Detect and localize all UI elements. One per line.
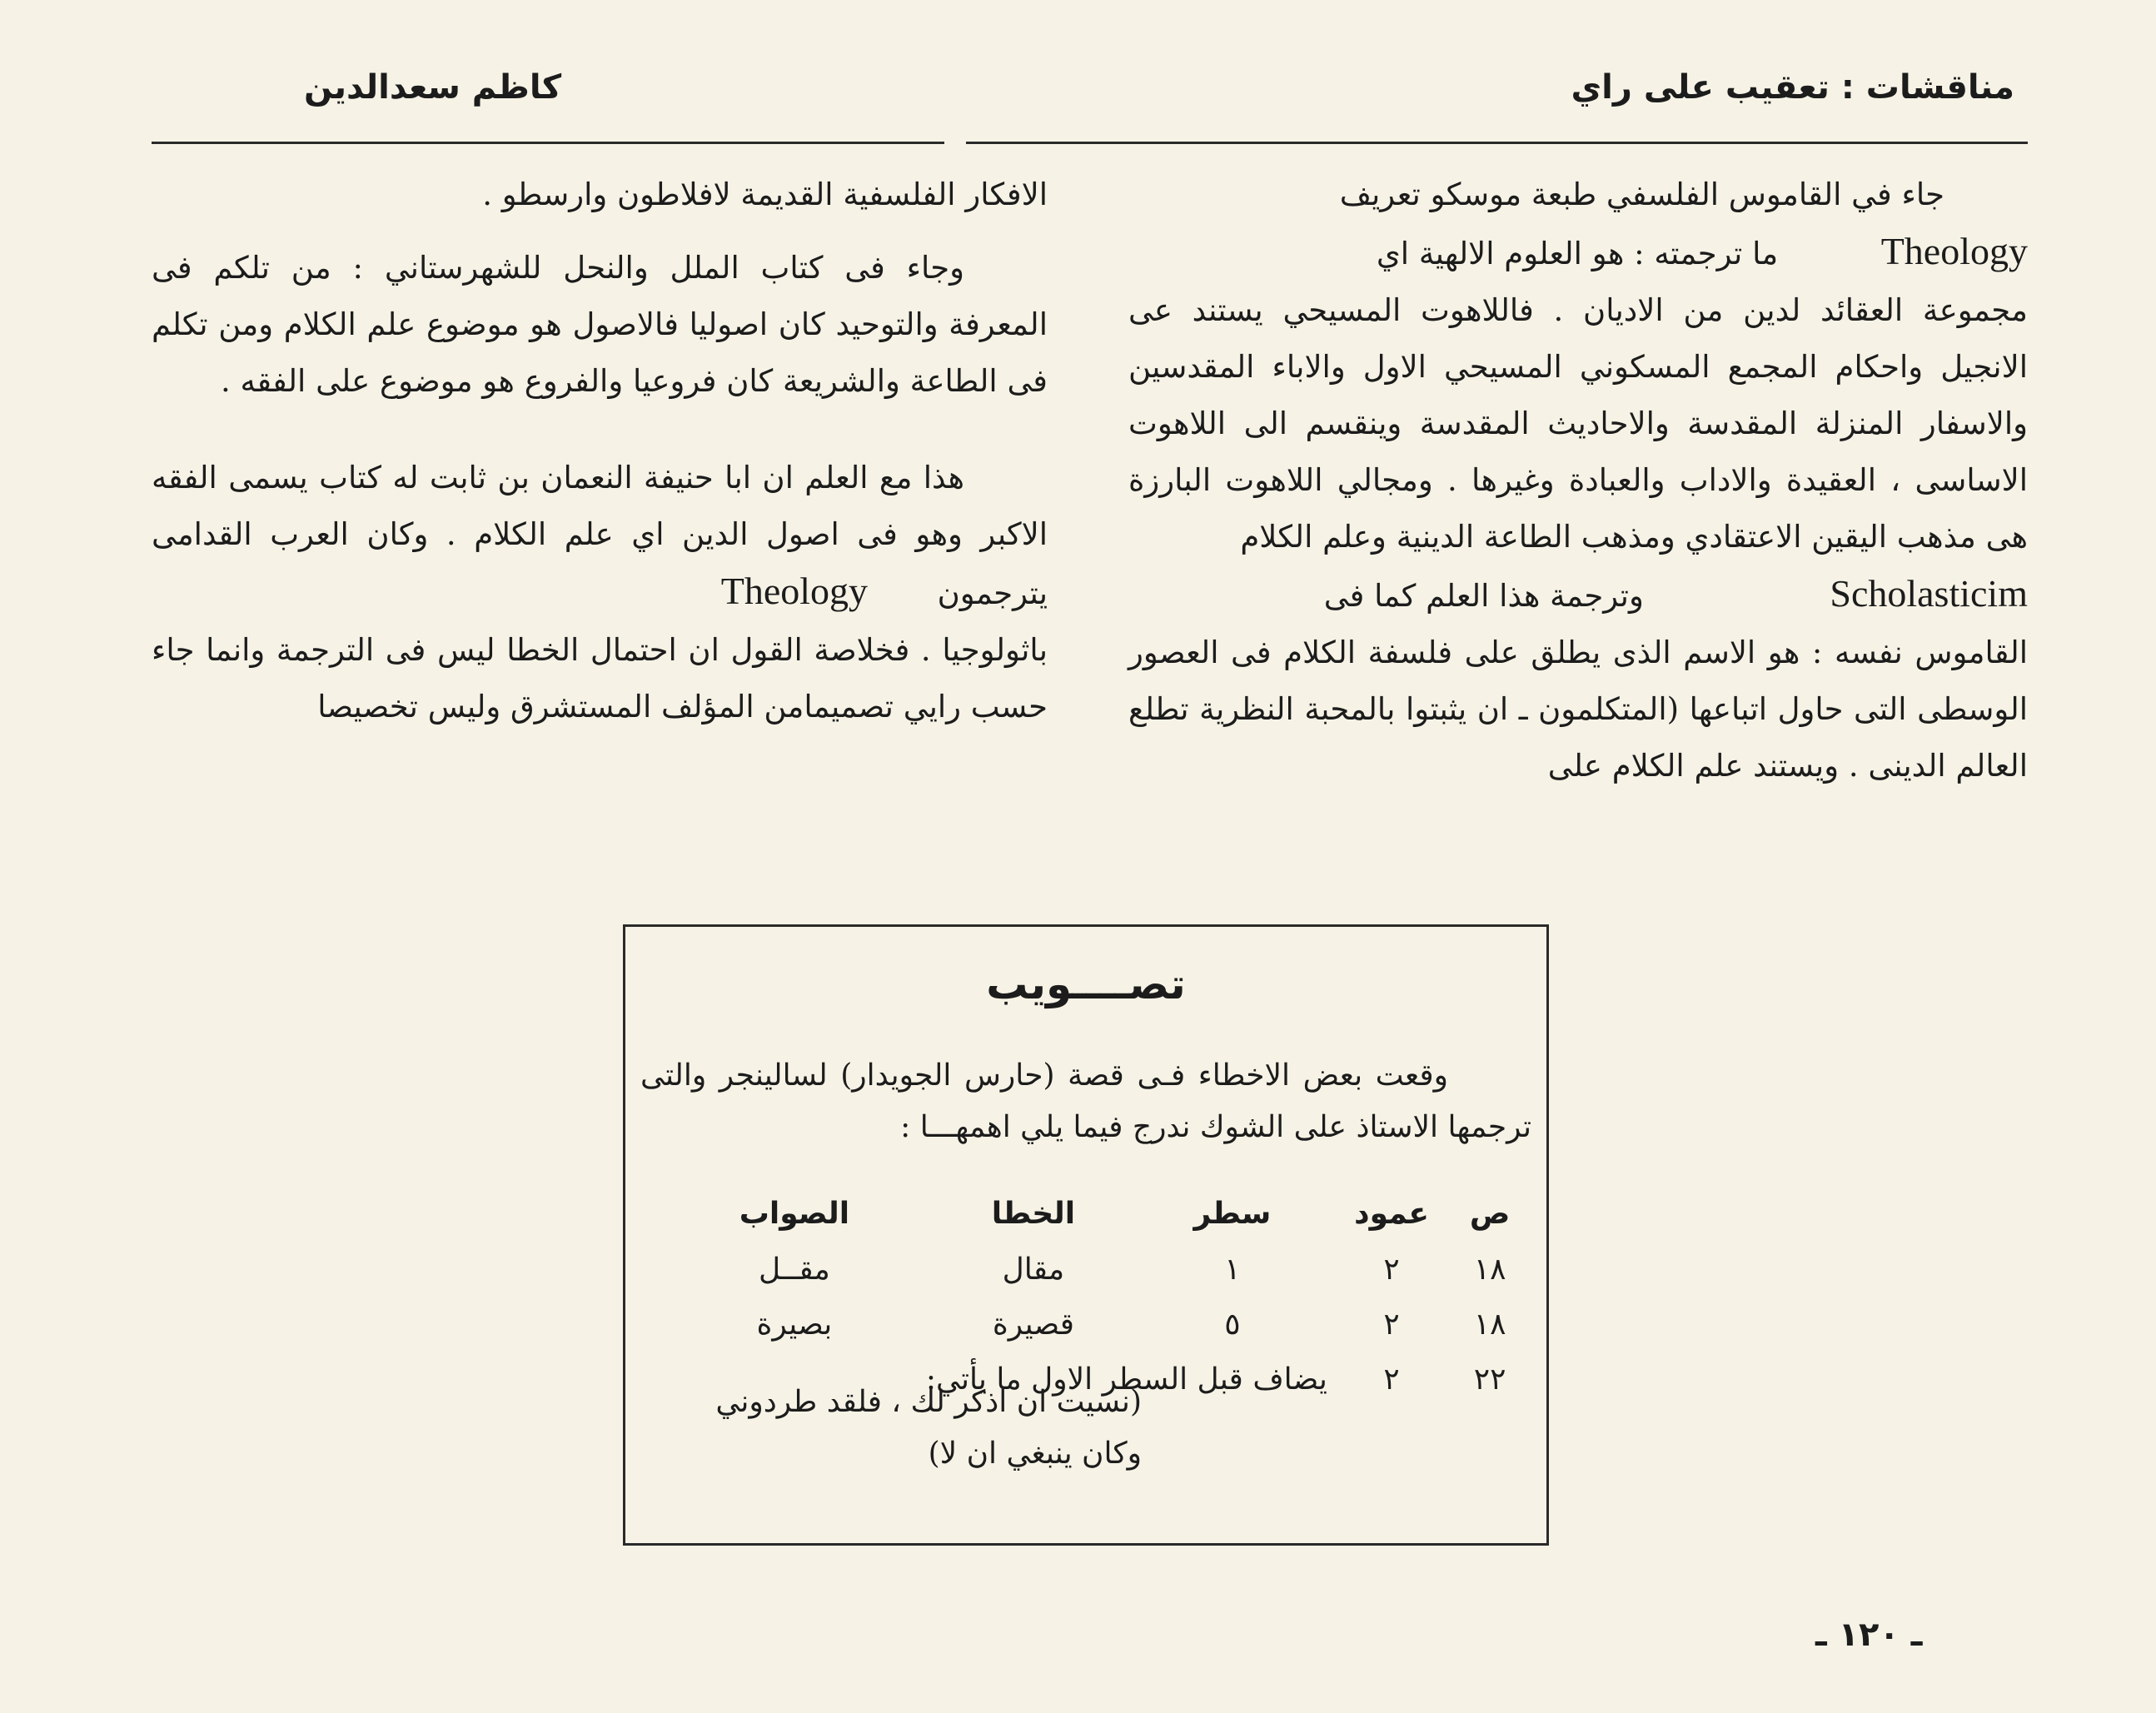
header-rule-right [966,142,2028,144]
correction-table [659,1185,1525,1407]
left-col-para2: وجاء فى كتاب الملل والنحل للشهرستاني : من تلكم فى المعرفة والتوحيد كان اصوليا فالاصول هو موضوع علم الكلام ومن تكلم فى الطاعة والشريعة كان فروعيا والفروع هو موضوع على الفقه . [152,250,1048,399]
correction-title: تصــــويب [986,960,1186,1008]
author-name: كاظم سعدالدين [304,68,562,107]
table-cell: بصيرة [756,1307,833,1342]
left-column [152,167,1048,735]
table-cell: مقال [1002,1252,1065,1287]
right-col-line2 [1128,223,2028,282]
table-row [659,1297,1525,1352]
table-cell: يضاف قبل السطر الاول ما يأتي: [925,1362,1327,1397]
table-cell: ١٨ [1473,1307,1506,1342]
table-cell: ٢ [1383,1362,1400,1397]
left-col-para4: باثولوجيا . فخلاصة القول ان احتمال الخطا ليس فى الترجمة وانما جاء حسب رايي تصميمامن المؤلف المستشرق وليس تخصيصا [152,632,1048,725]
table-cell: ٥ [1224,1307,1241,1342]
table-cell: ١ [1224,1252,1241,1287]
page-number: ـ ١٢٠ ـ [1815,1616,1923,1654]
col-header-page: ص [1469,1196,1511,1231]
header-rule-left [152,142,944,144]
right-col-line3: وترجمة هذا العلم كما فى [1323,578,1644,614]
col-header-correct: الصواب [739,1196,850,1231]
correction-box [623,924,1549,1546]
table-cell: مقــل [758,1252,830,1287]
right-col-body2: القاموس نفسه : هو الاسم الذى يطلق على فلسفة الكلام فى العصور الوسطى التى حاول اتباعها (المتكلمون ـ ان يثبتوا بالمحبة النظرية تطلع العالم الدينى . ويستند علم الكلام على [1128,635,2028,784]
col-header-error: الخطا [991,1196,1076,1231]
table-cell: ٢٢ [1473,1362,1506,1397]
correction-table-header [659,1185,1525,1242]
section-title: مناقشات : تعقيب على راي [1571,68,2014,107]
scholasticim-term: Scholasticim [1830,572,2028,615]
right-column [1128,167,2028,794]
left-col-para3-text: هذا مع العلم ان ابا حنيفة النعمان بن ثابت له كتاب يسمى الفقه الاكبر وهو فى اصول الدين اي علم الكلام . وكان العرب القدامى يترجمون [152,460,1048,611]
left-col-para1: الافكار الفلسفية القديمة لافلاطون وارسطو . [482,177,1048,212]
correction-intro [640,1050,1531,1153]
table-cell: ٢ [1383,1307,1400,1342]
correction-intro-text: وقعت بعض الاخطاء فـى قصة (حارس الجويدار) لسالينجر والتى ترجمها الاستاذ على الشوك ندرج فيما يلي اهمهـــا : [640,1058,1531,1144]
table-cell: ٢ [1383,1252,1400,1287]
correction-note: (نسيت ان اذكر لك ، فلقد طردوني وكان ينبغي ان لا) [715,1385,1142,1471]
right-col-line1: جاء في القاموس الفلسفي طبعة موسكو تعريف [1339,177,1944,212]
right-col-scholastic-line [1128,565,2028,625]
right-col-line2-text: ما ترجمته : هو العلوم الالهية اي [1376,236,1779,271]
col-header-column: عمود [1354,1196,1429,1231]
table-row [659,1242,1525,1297]
right-col-body: مجموعة العقائد لدين من الاديان . فاللاهوت المسيحي يستند عى الانجيل واحكام المجمع المسكوني المسيحي الاول والاباء المقدسين والاسفار المنزلة المقدسة والاحاديث المقدسة وينقسم الى اللاهوت الاساسى ، العقيدة والاداب والعبادة وغيرها . ومجالي اللاهوت البارزة هى مذهب اليقين الاعتقادي ومذهب الطاعة الدينية وعلم الكلام [1128,292,2028,555]
left-col-para3 [152,450,1048,622]
table-cell: قصيرة [992,1307,1074,1342]
table-cell: ١٨ [1473,1252,1506,1287]
col-header-line: سطر [1193,1196,1272,1231]
theology-term-left: Theology [720,570,869,612]
theology-term: Theology [1880,230,2028,272]
